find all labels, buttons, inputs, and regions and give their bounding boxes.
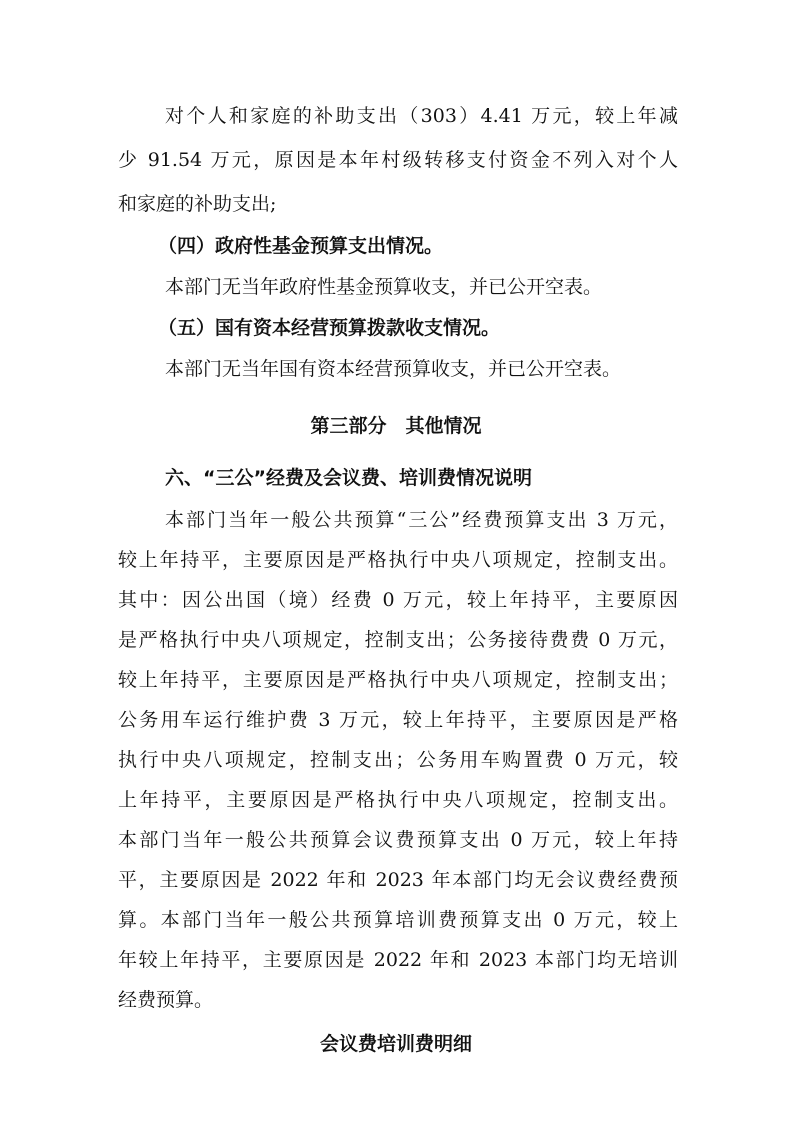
paragraph-line: 少 91.54 万元，原因是本年村级转移支付资金不列入对个人 <box>118 149 678 171</box>
paragraph-line: 本部门无当年国有资本经营预算收支，并已公开空表。 <box>165 358 622 380</box>
paragraph-line: 本部门当年一般公共预算会议费预算支出 0 万元，较上年持 <box>118 829 678 851</box>
paragraph-line: 执行中央八项规定，控制支出；公务用车购置费 0 万元，较 <box>118 749 678 771</box>
paragraph-line: 经费预算。 <box>118 989 214 1011</box>
paragraph-line: 对个人和家庭的补助支出（303）4.41 万元，较上年减 <box>165 105 678 127</box>
paragraph-line: 其中：因公出国（境）经费 0 万元，较上年持平，主要原因 <box>118 589 678 611</box>
paragraph-line: 较上年持平，主要原因是严格执行中央八项规定，控制支出。 <box>118 549 678 571</box>
table-title: 会议费培训费明细 <box>319 1033 472 1055</box>
paragraph-line: 公务用车运行维护费 3 万元，较上年持平，主要原因是严格 <box>118 709 678 731</box>
paragraph-line: 本部门当年一般公共预算“三公”经费预算支出 3 万元， <box>165 509 678 531</box>
paragraph-line: 本部门无当年政府性基金预算收支，并已公开空表。 <box>165 276 603 298</box>
paragraph-line: 较上年持平，主要原因是严格执行中央八项规定，控制支出； <box>118 669 678 691</box>
section-heading: 六、“三公”经费及会议费、培训费情况说明 <box>165 467 532 489</box>
paragraph-line: 算。本部门当年一般公共预算培训费预算支出 0 万元，较上 <box>118 909 678 931</box>
paragraph-line: 和家庭的补助支出; <box>118 193 277 215</box>
paragraph-line: 平，主要原因是 2022 年和 2023 年本部门均无会议费经费预 <box>118 869 678 891</box>
paragraph-line: 上年持平，主要原因是严格执行中央八项规定，控制支出。 <box>118 789 678 811</box>
paragraph-line: 是严格执行中央八项规定，控制支出；公务接待费费 0 万元， <box>118 629 678 651</box>
paragraph-line: 年较上年持平，主要原因是 2022 年和 2023 本部门均无培训 <box>118 949 678 971</box>
section-heading: （五）国有资本经营预算拨款收支情况。 <box>158 317 501 339</box>
section-heading: （四）政府性基金预算支出情况。 <box>158 235 444 257</box>
part-title: 第三部分 其他情况 <box>310 415 482 437</box>
